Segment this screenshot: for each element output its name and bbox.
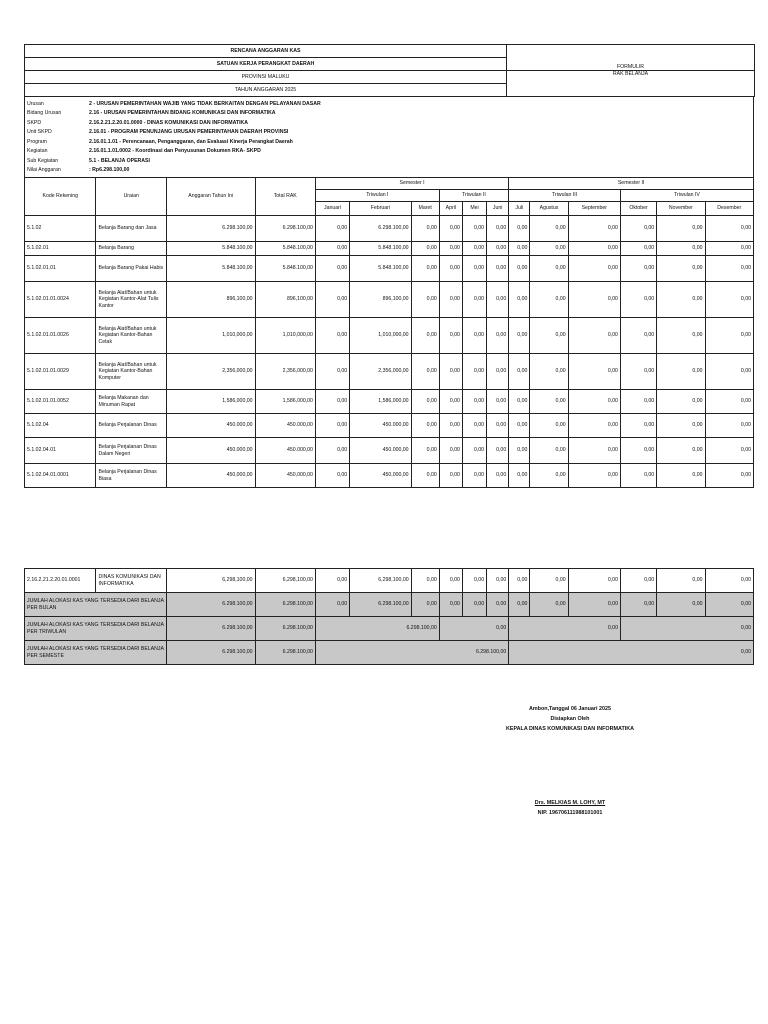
total-value: 6.298.100,00 [315, 641, 508, 665]
cell-month-value: 0,00 [509, 256, 530, 282]
document-header [24, 44, 755, 97]
cell-month-value: 0,00 [487, 354, 509, 390]
cell-month-value: 0,00 [315, 438, 349, 464]
cell-month-value: 0,00 [462, 390, 486, 414]
total-value: 0,00 [509, 641, 754, 665]
total-value: 0,00 [530, 593, 568, 617]
cell-month-value: 0,00 [568, 216, 620, 242]
cell-month-value: 0,00 [411, 242, 439, 256]
cell-month-value: 0,00 [705, 414, 753, 438]
cell-month-value: 0,00 [315, 464, 349, 488]
cell-month-value: 0,00 [411, 354, 439, 390]
col-uraian: Uraian [96, 178, 166, 216]
total-rak: 6.298.100,00 [255, 617, 315, 641]
cell-uraian: Belanja Perjalanan Dinas [96, 414, 166, 438]
cell-month-value: 0,00 [568, 390, 620, 414]
cell-month-value: 0,00 [315, 354, 349, 390]
cell-month-value: 0,00 [568, 282, 620, 318]
cell-total: 2,356,000,00 [255, 354, 315, 390]
cell-month-value: 0,00 [657, 354, 705, 390]
total-row-semester [25, 641, 754, 665]
cell-month-value: 0,00 [620, 256, 656, 282]
table-row [25, 242, 754, 256]
province-label: PROVINSI MALUKU [25, 71, 507, 84]
cell-uraian: Belanja Alat/Bahan untuk Kegiatan Kantor-Bahan Komputer [96, 354, 166, 390]
cell-month-value: 0,00 [657, 464, 705, 488]
cell-month-value: 0,00 [411, 438, 439, 464]
cell-month-value: 0,00 [705, 216, 753, 242]
total-value: 0,00 [509, 617, 621, 641]
cell-kode: 5.1.02.01.01 [25, 256, 96, 282]
cell-month-value: 0,00 [530, 354, 568, 390]
cell-month-value: 0,00 [315, 569, 349, 593]
cell-total: 5.848.100,00 [255, 256, 315, 282]
cell-month-value: 0,00 [509, 464, 530, 488]
cell-month-value: 0,00 [439, 256, 462, 282]
col-triwulan-2: Triwulan II [439, 190, 508, 202]
cell-month-value: 0,00 [530, 414, 568, 438]
cell-month-value: 0,00 [509, 318, 530, 354]
cell-month-value: 450.000,00 [350, 438, 411, 464]
cell-uraian: Belanja Alat/Bahan untuk Kegiatan Kantor-Alat Tulis Kantor [96, 282, 166, 318]
col-semester-2: Semester II [509, 178, 754, 190]
cell-month-value: 0,00 [657, 390, 705, 414]
cell-month-value: 0,00 [620, 282, 656, 318]
total-value: 6.298.100,00 [350, 593, 411, 617]
total-value: 0,00 [705, 593, 753, 617]
cell-anggaran: 5.848.100,00 [166, 242, 255, 256]
cell-month-value: 0,00 [411, 569, 439, 593]
cell-month-value: 5.848.100,00 [350, 242, 411, 256]
cell-month-value: 1,010,000,00 [350, 318, 411, 354]
cell-month-value: 0,00 [620, 464, 656, 488]
cell-month-value: 0,00 [657, 256, 705, 282]
cell-month-value: 0,00 [657, 242, 705, 256]
cell-month-value: 0,00 [568, 242, 620, 256]
col-month-oktober: Oktober [620, 202, 656, 216]
cell-month-value: 6.298.100,00 [350, 216, 411, 242]
cell-month-value: 5.848.100,00 [350, 256, 411, 282]
cell-month-value: 0,00 [530, 242, 568, 256]
total-anggaran: 6.298.100,00 [166, 617, 255, 641]
cell-month-value: 0,00 [509, 216, 530, 242]
cell-total: 6.298.100,00 [255, 216, 315, 242]
form-type-label: RAK BELANJA [507, 71, 755, 97]
cell-month-value: 0,00 [509, 569, 530, 593]
cell-month-value: 0,00 [705, 464, 753, 488]
cell-month-value: 0,00 [705, 390, 753, 414]
cell-month-value: 0,00 [315, 256, 349, 282]
col-triwulan-3: Triwulan III [509, 190, 621, 202]
cell-month-value: 0,00 [530, 438, 568, 464]
cell-month-value: 0,00 [315, 414, 349, 438]
cell-kode: 5.1.02.04 [25, 414, 96, 438]
year-label: TAHUN ANGGARAN 2025 [25, 84, 507, 97]
cell-anggaran: 1,010,000,00 [166, 318, 255, 354]
cell-month-value: 0,00 [439, 354, 462, 390]
table-row [25, 414, 754, 438]
cell-month-value: 0,00 [657, 216, 705, 242]
cell-uraian: Belanja Barang Pakai Habis [96, 256, 166, 282]
total-label: JUMLAH ALOKASI KAS YANG TERSEDIA DARI BELANJA PER SEMESTE [25, 641, 167, 665]
col-month-april: April [439, 202, 462, 216]
title-satuan: SATUAN KERJA PERANGKAT DAERAH [25, 58, 507, 71]
cell-month-value: 0,00 [487, 390, 509, 414]
cell-month-value: 0,00 [487, 569, 509, 593]
total-value: 0,00 [620, 617, 753, 641]
cell-kode: 5.1.02.04.01 [25, 438, 96, 464]
cell-month-value: 0,00 [315, 216, 349, 242]
cell-month-value: 450,000,00 [350, 464, 411, 488]
info-label: Bidang Urusan [27, 110, 62, 117]
cell-month-value: 0,00 [439, 464, 462, 488]
cell-month-value: 0,00 [657, 569, 705, 593]
info-value: 2.16 - URUSAN PEMERINTAHAN BIDANG KOMUNIKASI DAN INFORMATIKA [89, 110, 276, 117]
cell-month-value: 0,00 [705, 438, 753, 464]
cell-month-value: 0,00 [530, 216, 568, 242]
cell-month-value: 0,00 [462, 256, 486, 282]
total-value: 0,00 [657, 593, 705, 617]
cell-month-value: 0,00 [487, 282, 509, 318]
info-label: Nilai Anggaran [27, 167, 61, 174]
table-row [25, 216, 754, 242]
cell-month-value: 0,00 [705, 242, 753, 256]
cell-month-value: 0,00 [487, 464, 509, 488]
rak-table [24, 177, 754, 488]
cell-total: 6,298,100,00 [255, 569, 315, 593]
official-nip: NIP. 196706111988101001 [537, 810, 603, 816]
cell-month-value: 0,00 [462, 216, 486, 242]
cell-kode: 5.1.02 [25, 216, 96, 242]
info-row [25, 99, 753, 109]
cell-month-value: 0,00 [657, 414, 705, 438]
cell-month-value: 2,356,000,00 [350, 354, 411, 390]
cell-kode: 5.1.02.01.01.0024 [25, 282, 96, 318]
cell-month-value: 0,00 [462, 438, 486, 464]
cell-month-value: 1,586,000,00 [350, 390, 411, 414]
cell-month-value: 6,298,100,00 [350, 569, 411, 593]
cell-anggaran: 6.298.100,00 [166, 216, 255, 242]
cell-anggaran: 1,586,000,00 [166, 390, 255, 414]
cell-month-value: 0,00 [620, 216, 656, 242]
table-row [25, 318, 754, 354]
total-rak: 6.298.100,00 [255, 593, 315, 617]
cell-total: 896,100,00 [255, 282, 315, 318]
total-value: 0,00 [411, 593, 439, 617]
cell-total: 5.848.100,00 [255, 242, 315, 256]
cell-kode: 2.16.2.21.2.20.01.0001 [25, 569, 96, 593]
cell-month-value: 0,00 [657, 438, 705, 464]
cell-month-value: 0,00 [487, 216, 509, 242]
table-row [25, 438, 754, 464]
info-label: Unit SKPD [27, 129, 52, 136]
title-rencana: RENCANA ANGGARAN KAS [25, 45, 507, 58]
col-month-mei: Mei [462, 202, 486, 216]
col-month-maret: Maret [411, 202, 439, 216]
cell-month-value: 0,00 [568, 464, 620, 488]
cell-month-value: 0,00 [411, 256, 439, 282]
col-kode: Kode Rekening [25, 178, 96, 216]
cell-month-value: 0,00 [462, 569, 486, 593]
col-month-november: November [657, 202, 705, 216]
cell-anggaran: 6,298,100,00 [166, 569, 255, 593]
table-row [25, 282, 754, 318]
info-value: 2.16.01.1.01.0002 - Koordinasi dan Penyusunan Dokumen RKA- SKPD [89, 148, 261, 155]
col-month-juni: Juni [487, 202, 509, 216]
col-month-agustus: Agustus [530, 202, 568, 216]
cell-month-value: 0,00 [462, 414, 486, 438]
cell-month-value: 0,00 [568, 354, 620, 390]
info-block [24, 97, 754, 177]
table-row [25, 256, 754, 282]
cell-month-value: 0,00 [530, 569, 568, 593]
info-row [25, 109, 753, 119]
cell-month-value: 0,00 [439, 282, 462, 318]
cell-month-value: 0,00 [315, 282, 349, 318]
total-row-triwulan [25, 617, 754, 641]
col-total: Total RAK [255, 178, 315, 216]
cell-month-value: 0,00 [509, 242, 530, 256]
info-row [25, 147, 753, 157]
info-label: Kegiatan [27, 148, 48, 155]
total-anggaran: 6.298.100,00 [166, 641, 255, 665]
cell-month-value: 0,00 [509, 354, 530, 390]
official-position: KEPALA DINAS KOMUNIKASI DAN INFORMATIKA [505, 726, 635, 732]
cell-month-value: 0,00 [568, 318, 620, 354]
cell-uraian: Belanja Makanan dan Minuman Rapat [96, 390, 166, 414]
cell-month-value: 0,00 [411, 282, 439, 318]
cell-anggaran: 450.000,00 [166, 438, 255, 464]
cell-month-value: 0,00 [487, 242, 509, 256]
cell-month-value: 0,00 [568, 414, 620, 438]
info-value: 2.16.01 - PROGRAM PENUNJANG URUSAN PEMERINTAHAN DAERAH PROVINSI [89, 129, 289, 136]
cell-month-value: 0,00 [439, 242, 462, 256]
cell-month-value: 0,00 [439, 414, 462, 438]
cell-month-value: 0,00 [315, 390, 349, 414]
cell-month-value: 0,00 [462, 464, 486, 488]
cell-month-value: 0,00 [411, 390, 439, 414]
place-date: Ambon,Tanggal 06 Januari 2025 [529, 706, 611, 712]
cell-kode: 5.1.02.04.01.0001 [25, 464, 96, 488]
cell-month-value: 0,00 [487, 414, 509, 438]
cell-month-value: 0,00 [620, 318, 656, 354]
cell-kode: 5.1.02.01.01.0029 [25, 354, 96, 390]
cell-month-value: 0,00 [530, 390, 568, 414]
cell-month-value: 0,00 [620, 438, 656, 464]
cell-kode: 5.1.02.01.01.0052 [25, 390, 96, 414]
cell-month-value: 0,00 [315, 318, 349, 354]
total-value: 0,00 [568, 593, 620, 617]
cell-month-value: 0,00 [620, 354, 656, 390]
cell-month-value: 0,00 [620, 242, 656, 256]
col-month-februari: Februari [350, 202, 411, 216]
totals-table [24, 568, 754, 665]
cell-month-value: 0,00 [462, 318, 486, 354]
table-row [25, 464, 754, 488]
col-triwulan-4: Triwulan IV [620, 190, 753, 202]
cell-total: 450,000,00 [255, 464, 315, 488]
col-triwulan-1: Triwulan I [315, 190, 439, 202]
cell-month-value: 0,00 [462, 354, 486, 390]
cell-uraian: Belanja Perjalanan Dinas Dalam Negeri [96, 438, 166, 464]
cell-month-value: 0,00 [657, 318, 705, 354]
info-label: Urusan [27, 100, 44, 107]
cell-month-value: 0,00 [411, 318, 439, 354]
prepared-by: Disiapkan Oleh [550, 716, 590, 722]
info-row [25, 156, 753, 166]
info-label: Program [27, 138, 47, 145]
cell-month-value: 0,00 [620, 390, 656, 414]
cell-month-value: 0,00 [509, 282, 530, 318]
official-name: Drs. MELKIAS M. LOHY, MT [534, 800, 606, 806]
total-anggaran: 6.298.100,00 [166, 593, 255, 617]
total-label: JUMLAH ALOKASI KAS YANG TERSEDIA DARI BELANJA PER BULAN [25, 593, 167, 617]
cell-month-value: 450.000,00 [350, 414, 411, 438]
cell-month-value: 0,00 [439, 318, 462, 354]
cell-month-value: 0,00 [462, 282, 486, 318]
table-row [25, 390, 754, 414]
cell-month-value: 0,00 [530, 256, 568, 282]
cell-uraian: Belanja Barang [96, 242, 166, 256]
cell-month-value: 0,00 [530, 464, 568, 488]
cell-month-value: 0,00 [509, 390, 530, 414]
info-row [25, 128, 753, 138]
cell-anggaran: 2,356,000,00 [166, 354, 255, 390]
cell-month-value: 0,00 [620, 414, 656, 438]
total-value: 0,00 [439, 593, 462, 617]
cell-uraian: Belanja Alat/Bahan untuk Kegiatan Kantor-Bahan Cetak [96, 318, 166, 354]
rak-document [24, 44, 754, 665]
signature-block [430, 704, 710, 818]
cell-month-value: 0,00 [411, 216, 439, 242]
cell-uraian: Belanja Barang dan Jasa [96, 216, 166, 242]
total-rak: 6.298.100,00 [255, 641, 315, 665]
info-row [25, 118, 753, 128]
info-value: 2.16.01.1.01 - Perencanaan, Penganggaran, dan Evaluasi Kinerja Perangkat Daerah [89, 138, 293, 145]
cell-month-value: 0,00 [705, 569, 753, 593]
cell-month-value: 0,00 [620, 569, 656, 593]
total-value: 0,00 [439, 617, 508, 641]
cell-total: 1,586,000,00 [255, 390, 315, 414]
info-value: 2.16.2.21.2.20.01.0000 - DINAS KOMUNIKASI DAN INFORMATIKA [89, 119, 249, 126]
total-label: JUMLAH ALOKASI KAS YANG TERSEDIA DARI BELANJA PER TRIWULAN [25, 617, 167, 641]
cell-month-value: 0,00 [487, 438, 509, 464]
cell-total: 450.000,00 [255, 438, 315, 464]
total-value: 6.298.100,00 [315, 617, 439, 641]
cell-anggaran: 896,100,00 [166, 282, 255, 318]
info-value: 5.1 - BELANJA OPERASI [89, 157, 150, 164]
cell-kode: 5.1.02.01.01.0026 [25, 318, 96, 354]
cell-uraian: Belanja Perjalanan Dinas Biasa [96, 464, 166, 488]
cell-total: 1,010,000,00 [255, 318, 315, 354]
info-value: : Rp6.298.100,00 [89, 167, 130, 174]
cell-month-value: 0,00 [487, 256, 509, 282]
col-anggaran: Anggaran Tahun Ini [166, 178, 255, 216]
table-row [25, 354, 754, 390]
cell-month-value: 0,00 [411, 414, 439, 438]
cell-month-value: 0,00 [568, 256, 620, 282]
info-row [25, 166, 753, 176]
col-semester-1: Semester I [315, 178, 508, 190]
info-label: Sub Kegiatan [27, 157, 59, 164]
total-value: 0,00 [620, 593, 656, 617]
col-month-juli: Juli [509, 202, 530, 216]
cell-kode: 5.1.02.01 [25, 242, 96, 256]
cell-anggaran: 5.848.100,00 [166, 256, 255, 282]
cell-anggaran: 450,000,00 [166, 464, 255, 488]
cell-month-value: 0,00 [705, 256, 753, 282]
total-value: 0,00 [487, 593, 509, 617]
info-label: SKPD [27, 119, 42, 126]
col-month-september: September [568, 202, 620, 216]
cell-month-value: 0,00 [705, 282, 753, 318]
col-month-januari: Januari [315, 202, 349, 216]
cell-month-value: 0,00 [439, 438, 462, 464]
cell-month-value: 0,00 [705, 318, 753, 354]
cell-month-value: 0,00 [509, 414, 530, 438]
cell-month-value: 0,00 [530, 318, 568, 354]
cell-month-value: 0,00 [439, 390, 462, 414]
cell-total: 450.000,00 [255, 414, 315, 438]
cell-month-value: 0,00 [568, 569, 620, 593]
cell-month-value: 0,00 [509, 438, 530, 464]
cell-month-value: 0,00 [315, 242, 349, 256]
cell-month-value: 0,00 [568, 438, 620, 464]
cell-month-value: 0,00 [657, 282, 705, 318]
info-value: 2 - URUSAN PEMERINTAHAN WAJIB YANG TIDAK BERKAITAN DENGAN PELAYANAN DASAR [89, 100, 321, 107]
total-value: 0,00 [509, 593, 530, 617]
cell-anggaran: 450.000,00 [166, 414, 255, 438]
cell-month-value: 0,00 [487, 318, 509, 354]
cell-uraian: DINAS KOMUNIKASI DAN INFORMATIKA [96, 569, 166, 593]
form-label: FORMULIR [507, 45, 755, 71]
cell-month-value: 0,00 [439, 569, 462, 593]
total-value: 0,00 [315, 593, 349, 617]
cell-month-value: 0,00 [462, 242, 486, 256]
cell-month-value: 0,00 [439, 216, 462, 242]
info-row [25, 137, 753, 147]
cell-month-value: 0,00 [705, 354, 753, 390]
cell-month-value: 0,00 [530, 282, 568, 318]
cell-month-value: 0,00 [411, 464, 439, 488]
total-row-bulan [25, 593, 754, 617]
summary-row [25, 569, 754, 593]
total-value: 0,00 [462, 593, 486, 617]
col-month-desember: Desember [705, 202, 753, 216]
cell-month-value: 896,100,00 [350, 282, 411, 318]
